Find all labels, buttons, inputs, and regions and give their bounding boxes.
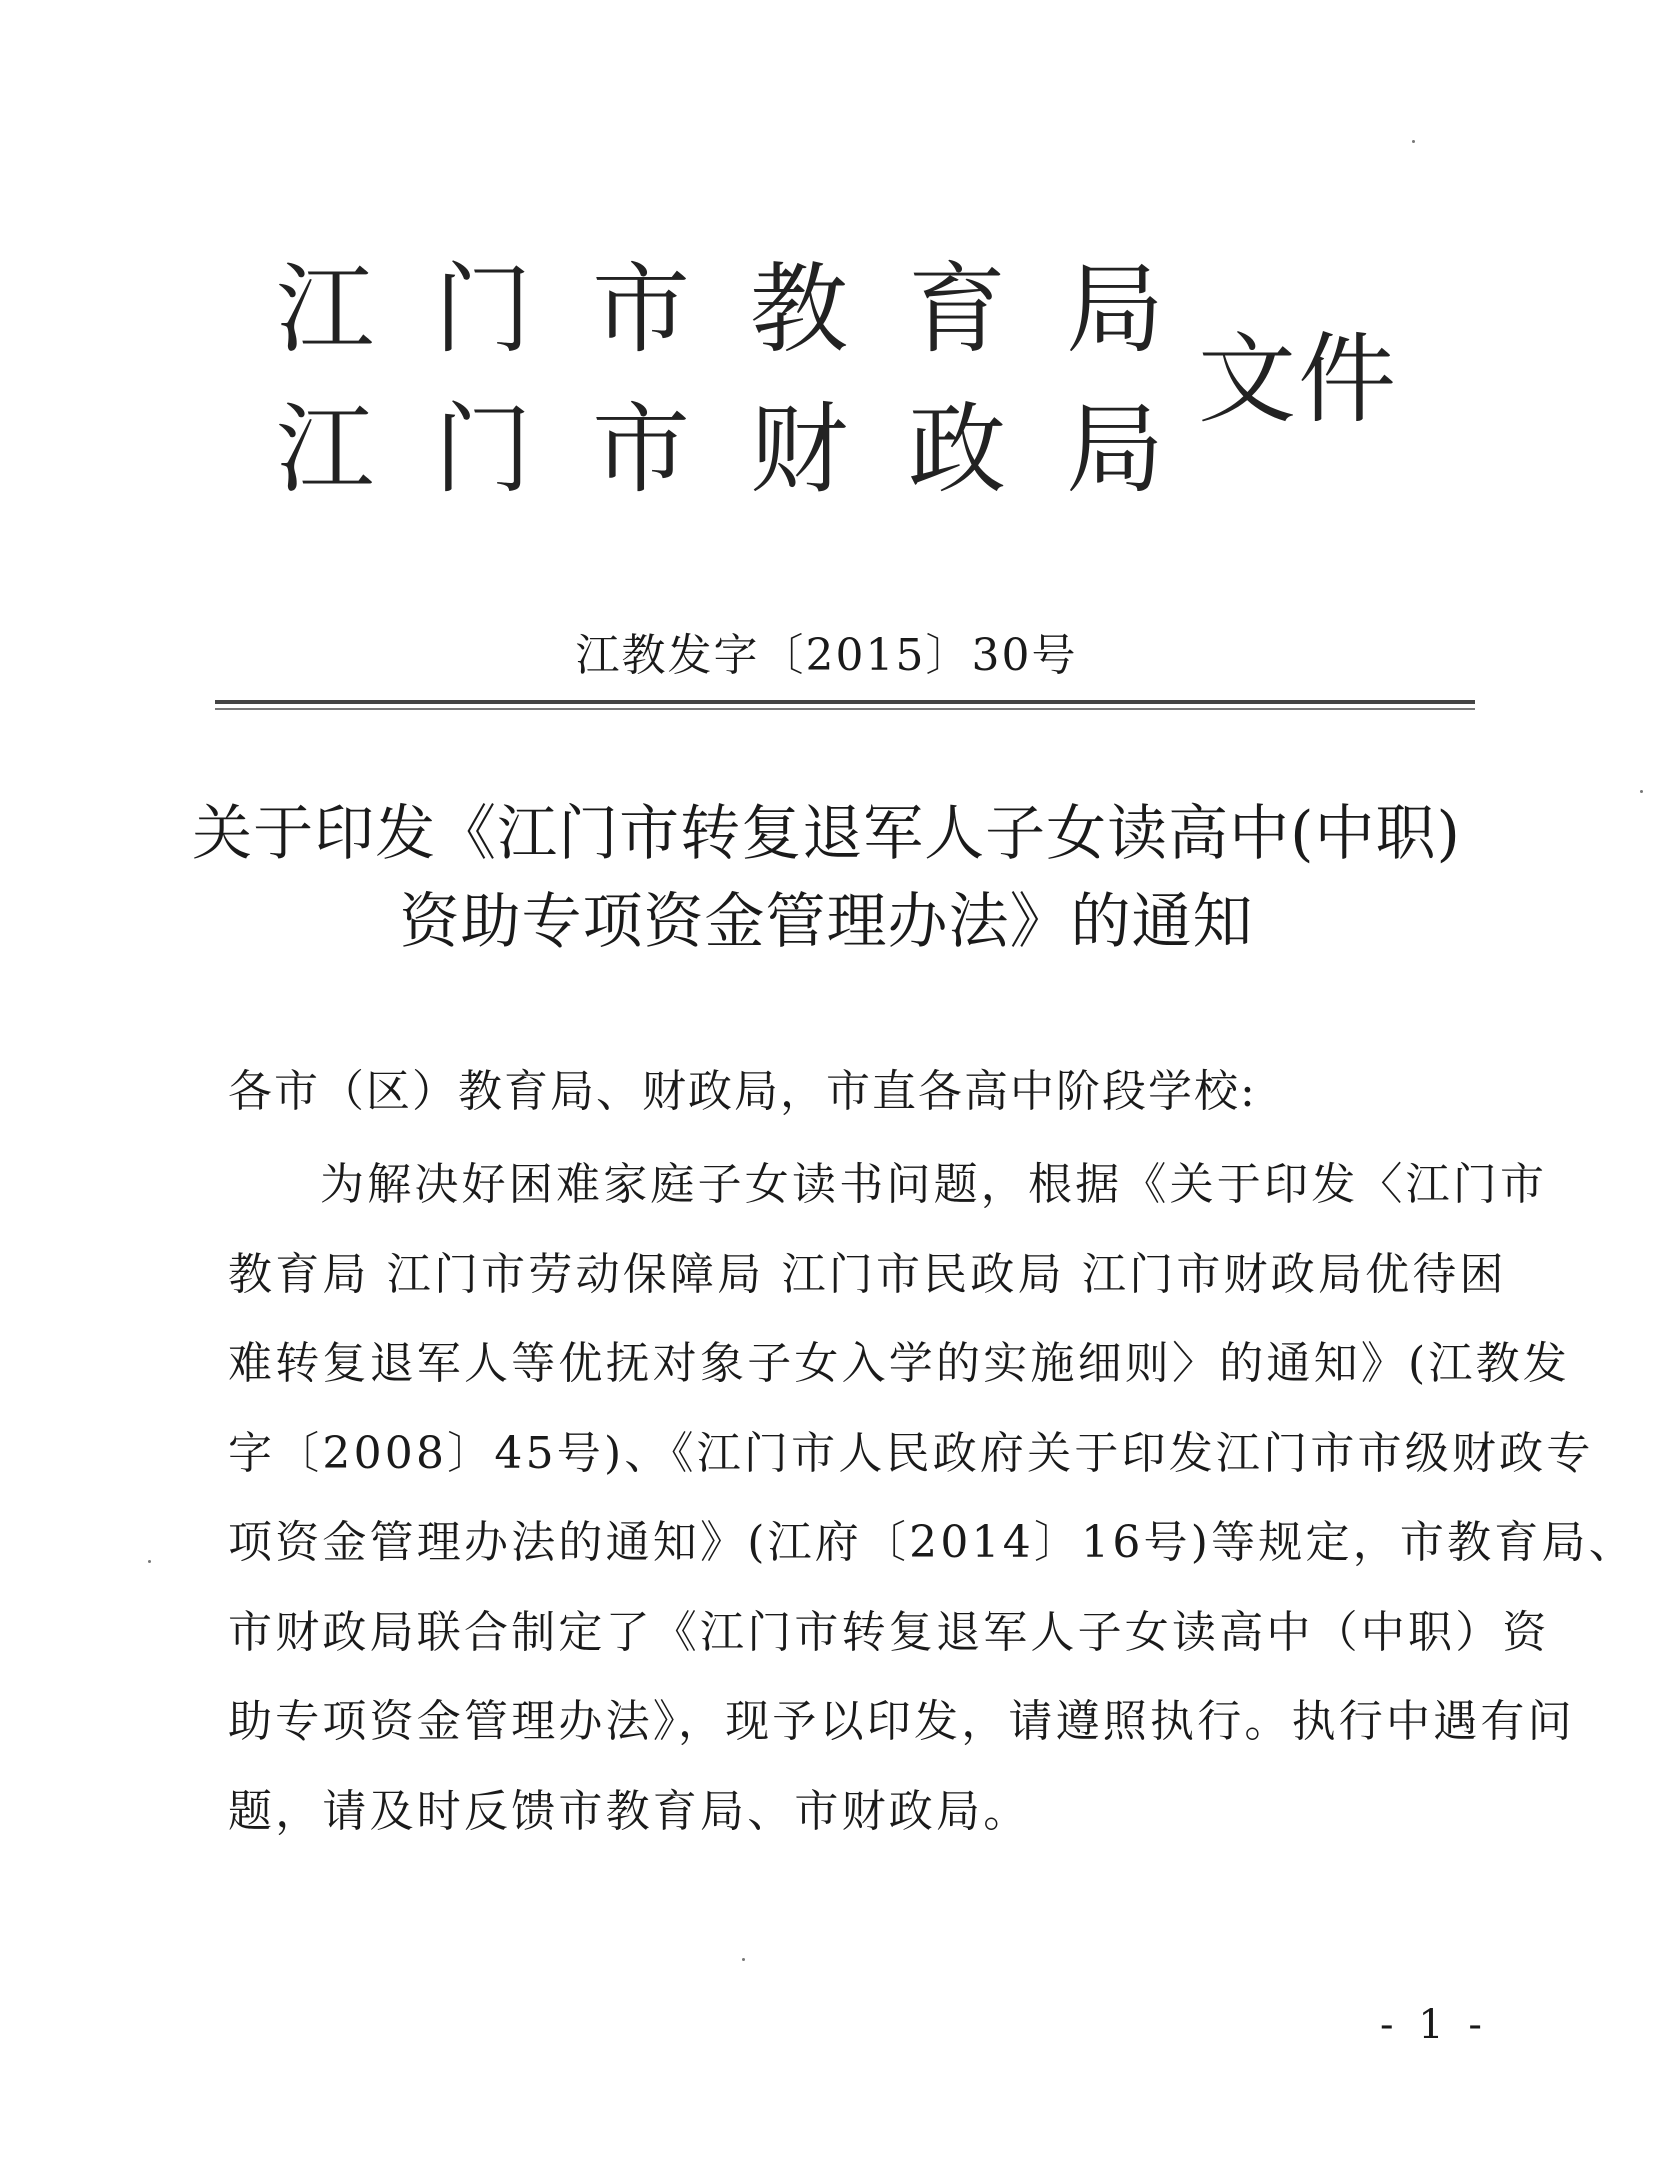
authority-finance-bureau bbox=[270, 395, 1170, 505]
document-number: 江教发字〔2015〕30号 bbox=[575, 630, 1078, 681]
body-line: 字〔2008〕45号)、《江门市人民政府关于印发江门市市级财政专 bbox=[228, 1427, 1594, 1479]
char: 江 bbox=[275, 393, 374, 507]
char: 门 bbox=[433, 253, 532, 367]
body-line: 题，请及时反馈市教育局、市财政局。 bbox=[228, 1785, 1031, 1837]
body-line: 助专项资金管理办法》，现予以印发，请遵照执行。执行中遇有问 bbox=[228, 1696, 1575, 1747]
page-number: - 1 - bbox=[1380, 2002, 1488, 2048]
char: 育 bbox=[907, 253, 1006, 367]
title-line-1: 关于印发《江门市转复退军人子女读高中(中职) bbox=[192, 799, 1461, 869]
body-line: 难转复退军人等优抚对象子女入学的实施细则〉的通知》(江教发 bbox=[228, 1338, 1570, 1389]
title-line-2: 资助专项资金管理办法》的通知 bbox=[399, 887, 1254, 957]
char: 江 bbox=[275, 253, 374, 367]
char: 局 bbox=[1065, 253, 1164, 367]
body-line: 市财政局联合制定了《江门市转复退军人子女读高中（中职）资 bbox=[228, 1606, 1550, 1658]
body-paragraph bbox=[228, 1140, 1636, 1856]
header-divider bbox=[215, 700, 1475, 710]
document-title bbox=[0, 790, 1653, 966]
char: 市 bbox=[591, 253, 690, 367]
char: 政 bbox=[907, 393, 1006, 507]
document-type-label: 文件 bbox=[1198, 323, 1399, 437]
body-line: 为解决好困难家庭子女读书问题，根据《关于印发〈江门市 bbox=[320, 1159, 1548, 1210]
body-line: 教育局 江门市劳动保障局 江门市民政局 江门市财政局优待困 bbox=[228, 1248, 1507, 1300]
scan-speck bbox=[1412, 140, 1415, 143]
salutation: 各市（区）教育局、财政局，市直各高中阶段学校: bbox=[228, 1066, 1257, 1117]
body-line: 项资金管理办法的通知》(江府〔2014〕16号)等规定，市教育局、 bbox=[228, 1517, 1636, 1568]
char: 局 bbox=[1065, 393, 1164, 507]
authority-education-bureau bbox=[270, 255, 1170, 365]
char: 教 bbox=[749, 253, 848, 367]
scan-speck bbox=[148, 1560, 151, 1563]
scan-speck bbox=[742, 1958, 745, 1961]
char: 财 bbox=[749, 393, 848, 507]
scan-speck bbox=[1640, 790, 1643, 793]
issuing-authorities bbox=[270, 255, 1470, 515]
char: 市 bbox=[591, 393, 690, 507]
char: 门 bbox=[433, 393, 532, 507]
